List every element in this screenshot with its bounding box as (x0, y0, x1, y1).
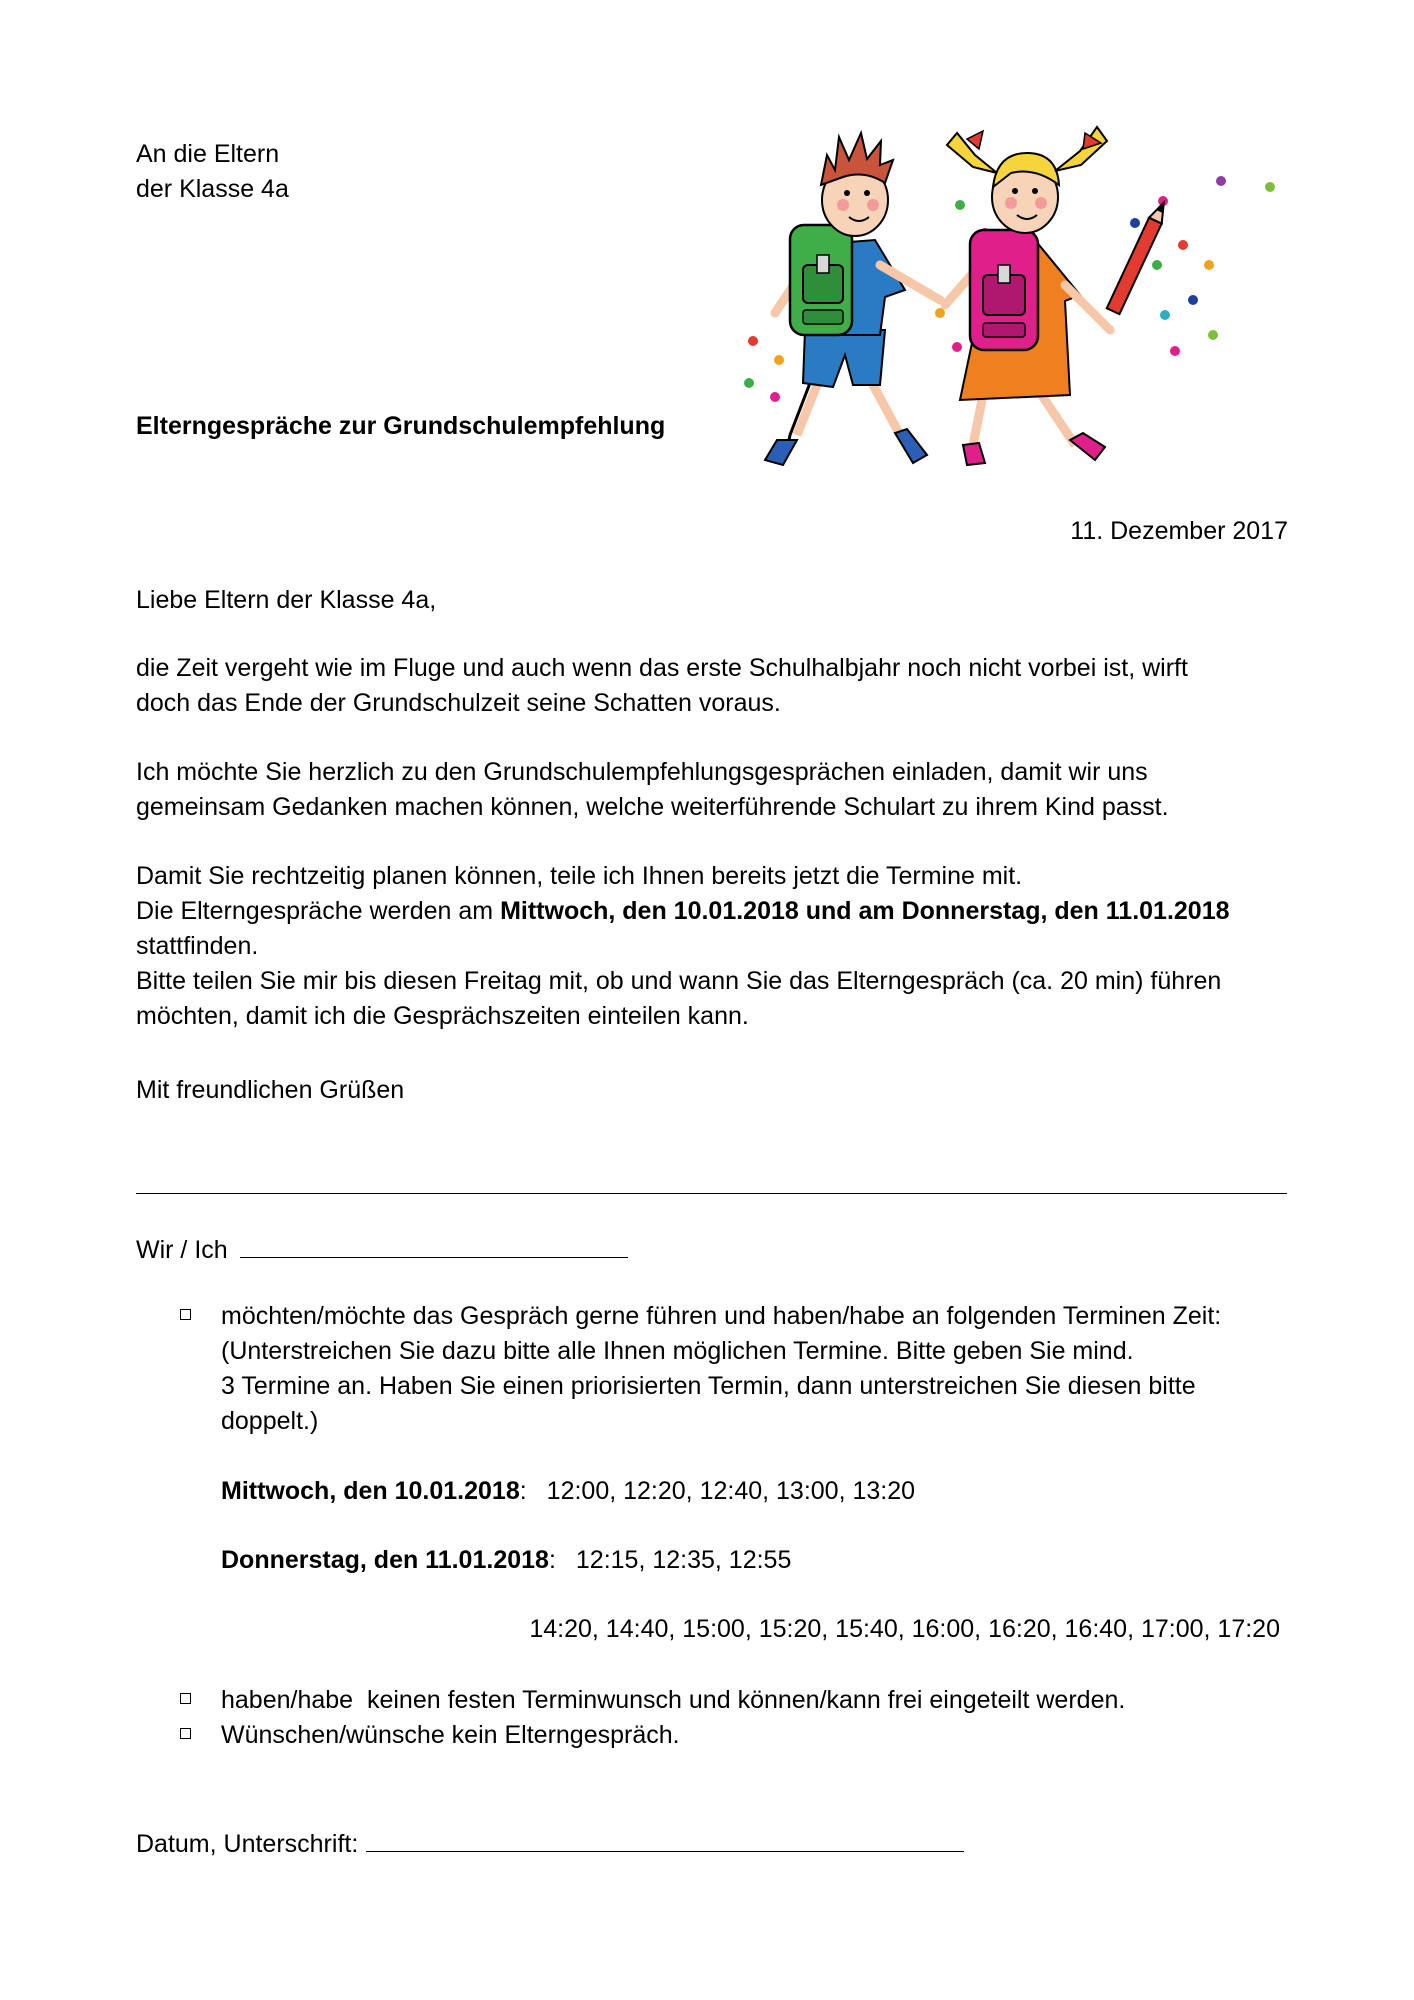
checkbox-no-preference[interactable] (180, 1693, 191, 1704)
salutation: Liebe Eltern der Klasse 4a, (136, 586, 437, 614)
letter-subject: Elterngespräche zur Grundschulempfehlung (136, 412, 666, 440)
paragraph-2-line-2: gemeinsam Gedanken machen können, welche weiterführende Schulart zu ihrem Kind passt. (136, 793, 1169, 821)
wednesday-times[interactable]: 12:00, 12:20, 12:40, 13:00, 13:20 (546, 1477, 916, 1505)
paragraph-2-line-1: Ich möchte Sie herzlich zu den Grundschulempfehlungsgesprächen einladen, damit wir uns (136, 758, 1148, 786)
name-label: Wir / Ich (136, 1236, 228, 1264)
option-2-text: haben/habe keinen festen Terminwunsch und können/kann frei eingeteilt werden. (221, 1686, 1126, 1714)
option-1-line-2: (Unterstreichen Sie dazu bitte alle Ihnen möglichen Termine. Bitte geben Sie mind. (221, 1337, 1134, 1365)
option-no-meeting (136, 1718, 1336, 1753)
cut-line (136, 1193, 1287, 1194)
thursday-afternoon-times[interactable]: 14:20, 14:40, 15:00, 15:20, 15:40, 16:00, 16:20, 16:40, 17:00, 17:20 (529, 1615, 1280, 1643)
option-1-line-4: doppelt.) (221, 1407, 319, 1435)
meeting-dates: Mittwoch, den 10.01.2018 und am Donnerstag, den 11.01.2018 (500, 897, 1230, 925)
checkbox-meeting-wanted[interactable] (180, 1309, 191, 1320)
closing: Mit freundlichen Grüßen (136, 1076, 405, 1104)
paragraph-3-line-5: möchten, damit ich die Gesprächszeiten einteilen kann. (136, 1002, 749, 1030)
thursday-colon: : (548, 1546, 556, 1574)
signature-row (136, 1823, 964, 1862)
option-meeting-wanted-text (221, 1299, 1291, 1439)
wednesday-row (221, 1474, 915, 1509)
name-blank[interactable] (240, 1229, 628, 1258)
signature-label: Datum, Unterschrift: (136, 1830, 359, 1858)
thursday-row (221, 1543, 791, 1578)
recipient-line-2: der Klasse 4a (136, 175, 289, 203)
paragraph-1-line-2: doch das Ende der Grundschulzeit seine Schatten voraus. (136, 689, 781, 717)
option-1-line-3: 3 Termine an. Haben Sie einen priorisierten Termin, dann unterstreichen Sie diesen bitte (221, 1372, 1196, 1400)
wednesday-colon: : (519, 1477, 527, 1505)
paragraph-3-line-4: Bitte teilen Sie mir bis diesen Freitag mit, ob und wann Sie das Elterngespräch (ca. 20 min) führen (136, 967, 1222, 995)
letter-date: 11. Dezember 2017 (1070, 517, 1288, 545)
children-illustration (735, 115, 1305, 480)
wednesday-label: Mittwoch, den 10.01.2018 (221, 1477, 520, 1505)
paragraph-3-line-1: Damit Sie rechtzeitig planen können, teile ich Ihnen bereits jetzt die Termine mit. (136, 862, 1023, 890)
paragraph-3-line-2 (136, 894, 1230, 929)
checkbox-no-meeting[interactable] (180, 1728, 191, 1739)
option-no-preference (136, 1683, 1336, 1718)
thursday-times[interactable]: 12:15, 12:35, 12:55 (575, 1546, 792, 1574)
option-3-text: Wünschen/wünsche kein Elterngespräch. (221, 1721, 680, 1749)
paragraph-1-line-1: die Zeit vergeht wie im Fluge und auch wenn das erste Schulhalbjahr noch nicht vorbei ist, wirft (136, 654, 1188, 682)
option-1-line-1: möchten/möchte das Gespräch gerne führen und haben/habe an folgenden Terminen Zeit: (221, 1302, 1222, 1330)
signature-blank[interactable] (366, 1823, 964, 1852)
name-field-row (136, 1229, 628, 1268)
paragraph-3-line-3: stattfinden. (136, 932, 259, 960)
girl-figure (945, 127, 1170, 465)
option-meeting-wanted (136, 1299, 1336, 1449)
recipient-line-1: An die Eltern (136, 140, 280, 168)
boy-figure (765, 133, 940, 465)
paragraph-3-line-2-prefix: Die Elterngespräche werden am (136, 897, 501, 925)
thursday-label: Donnerstag, den 11.01.2018 (221, 1546, 549, 1574)
